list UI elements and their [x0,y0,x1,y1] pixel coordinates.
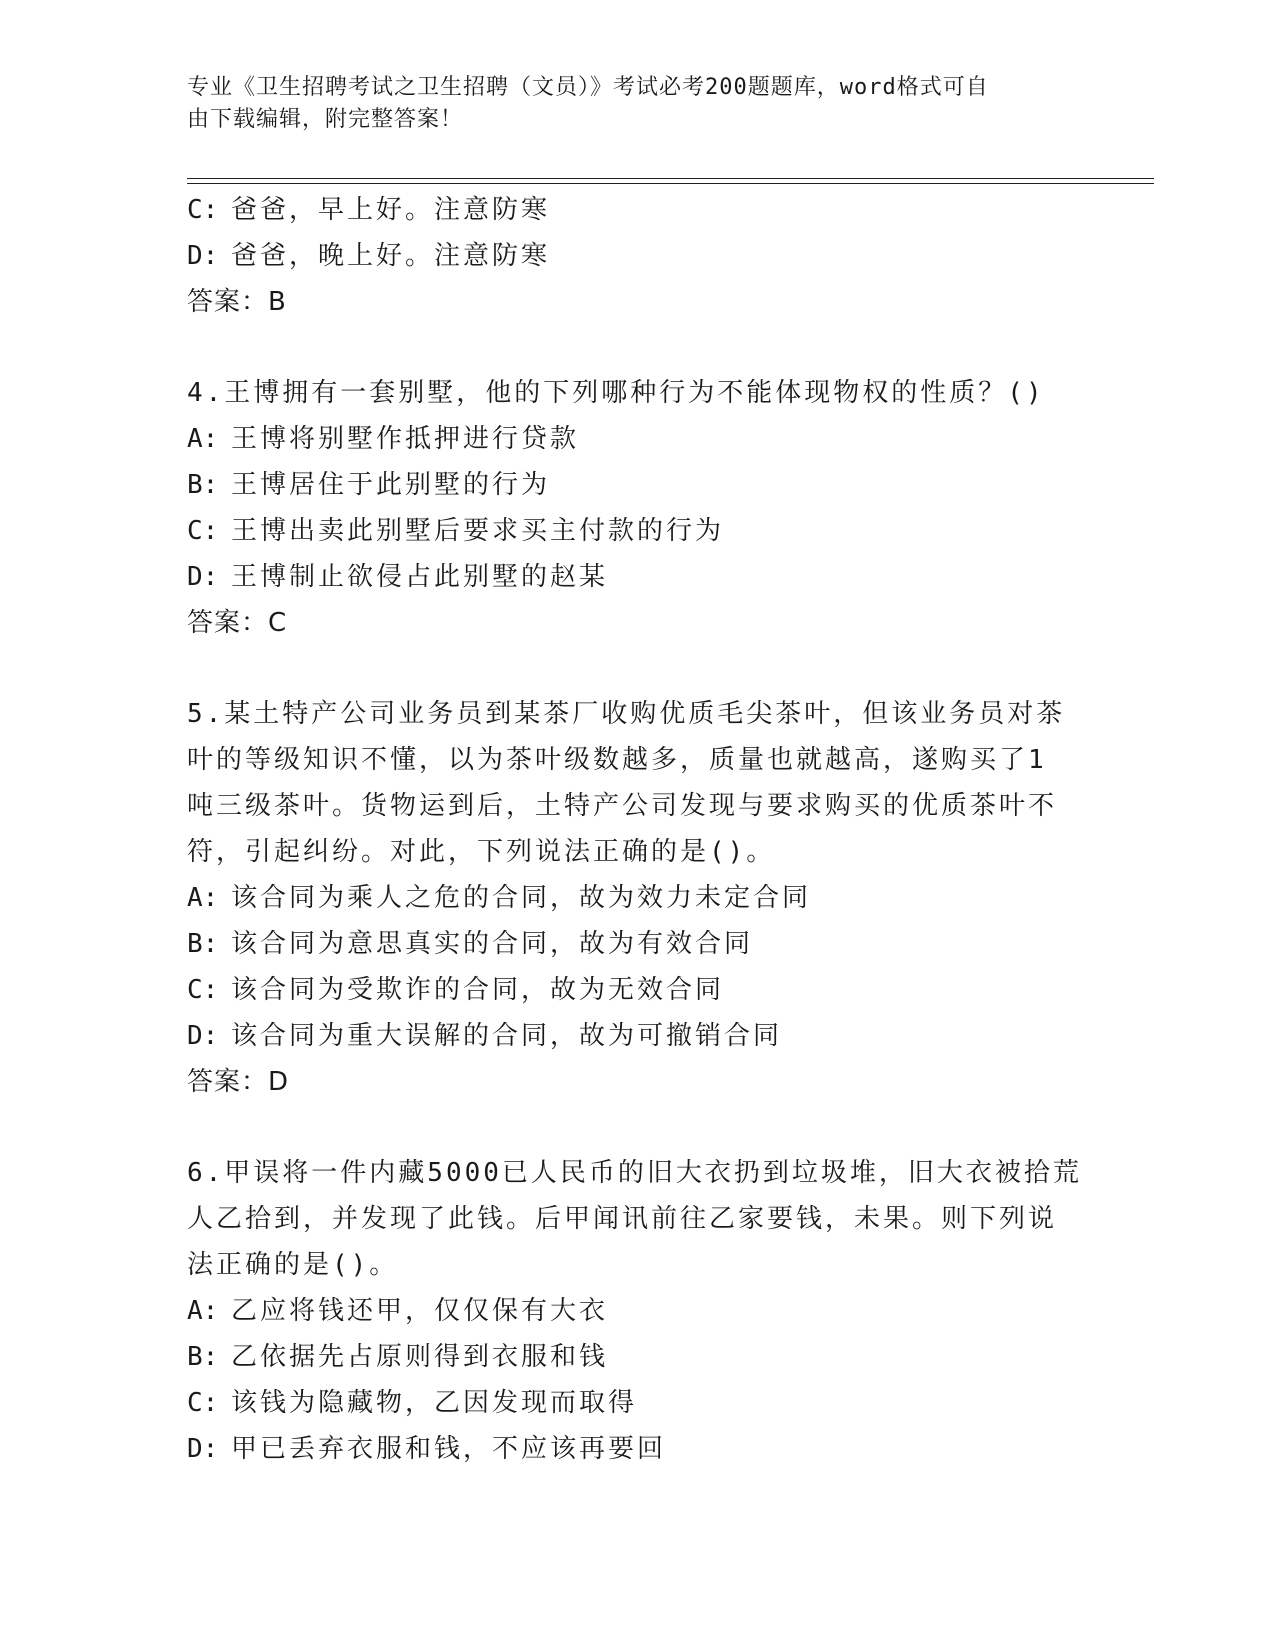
option-b: B: 该合同为意思真实的合同，故为有效合同 [187,929,754,959]
option-d: D: 王博制止欲侵占此别墅的赵某 [187,562,609,592]
option-d: D: 甲已丢弃衣服和钱，不应该再要回 [187,1434,667,1464]
question-stem-line: 符，引起纠纷。对此，下列说法正确的是()。 [187,837,776,867]
question-5 [187,691,1087,1105]
question-stem-line: 6.甲误将一件内藏5000已人民币的旧大衣扔到垃圾堆，旧大衣被拾荒 [187,1158,1082,1188]
question-stem-line: 5.某土特产公司业务员到某茶厂收购优质毛尖茶叶，但该业务员对茶 [187,699,1066,729]
answer: 答案：B [187,287,287,317]
option-d: D: 爸爸，晚上好。注意防寒 [187,241,551,271]
option-b: B: 乙依据先占原则得到衣服和钱 [187,1342,609,1372]
question-stem-line: 吨三级茶叶。货物运到后，土特产公司发现与要求购买的优质茶叶不 [187,791,1058,821]
option-c: C: 王博出卖此别墅后要求买主付款的行为 [187,516,725,546]
question-4 [187,370,1087,646]
question-6 [187,1150,1087,1472]
question-3-tail [187,187,1087,325]
header-rule-top [187,178,1154,179]
answer: 答案：C [187,608,288,638]
header-rule-bottom [187,183,1154,184]
option-d: D: 该合同为重大误解的合同，故为可撤销合同 [187,1021,783,1051]
header-line-1: 专业《卫生招聘考试之卫生招聘（文员）》考试必考200题题库，word格式可自 [187,75,989,100]
question-stem: 4.王博拥有一套别墅，他的下列哪种行为不能体现物权的性质？() [187,378,1045,408]
option-a: A: 王博将别墅作抵押进行贷款 [187,424,580,454]
question-stem-line: 叶的等级知识不懂，以为茶叶级数越多，质量也就越高，遂购买了1 [187,745,1047,775]
question-stem-line: 人乙拾到，并发现了此钱。后甲闻讯前往乙家要钱，未果。则下列说 [187,1204,1058,1234]
question-stem-line: 法正确的是()。 [187,1250,399,1280]
option-c: C: 爸爸，早上好。注意防寒 [187,195,551,225]
option-a: A: 该合同为乘人之危的合同，故为效力未定合同 [187,883,812,913]
option-b: B: 王博居住于此别墅的行为 [187,470,551,500]
option-a: A: 乙应将钱还甲，仅仅保有大衣 [187,1296,609,1326]
option-c: C: 该钱为隐藏物，乙因发现而取得 [187,1388,638,1418]
header-line-2: 由下载编辑，附完整答案！ [187,107,464,132]
option-c: C: 该合同为受欺诈的合同，故为无效合同 [187,975,725,1005]
document-header [187,72,1087,136]
answer: 答案：D [187,1067,290,1097]
question-content [187,187,1087,1472]
